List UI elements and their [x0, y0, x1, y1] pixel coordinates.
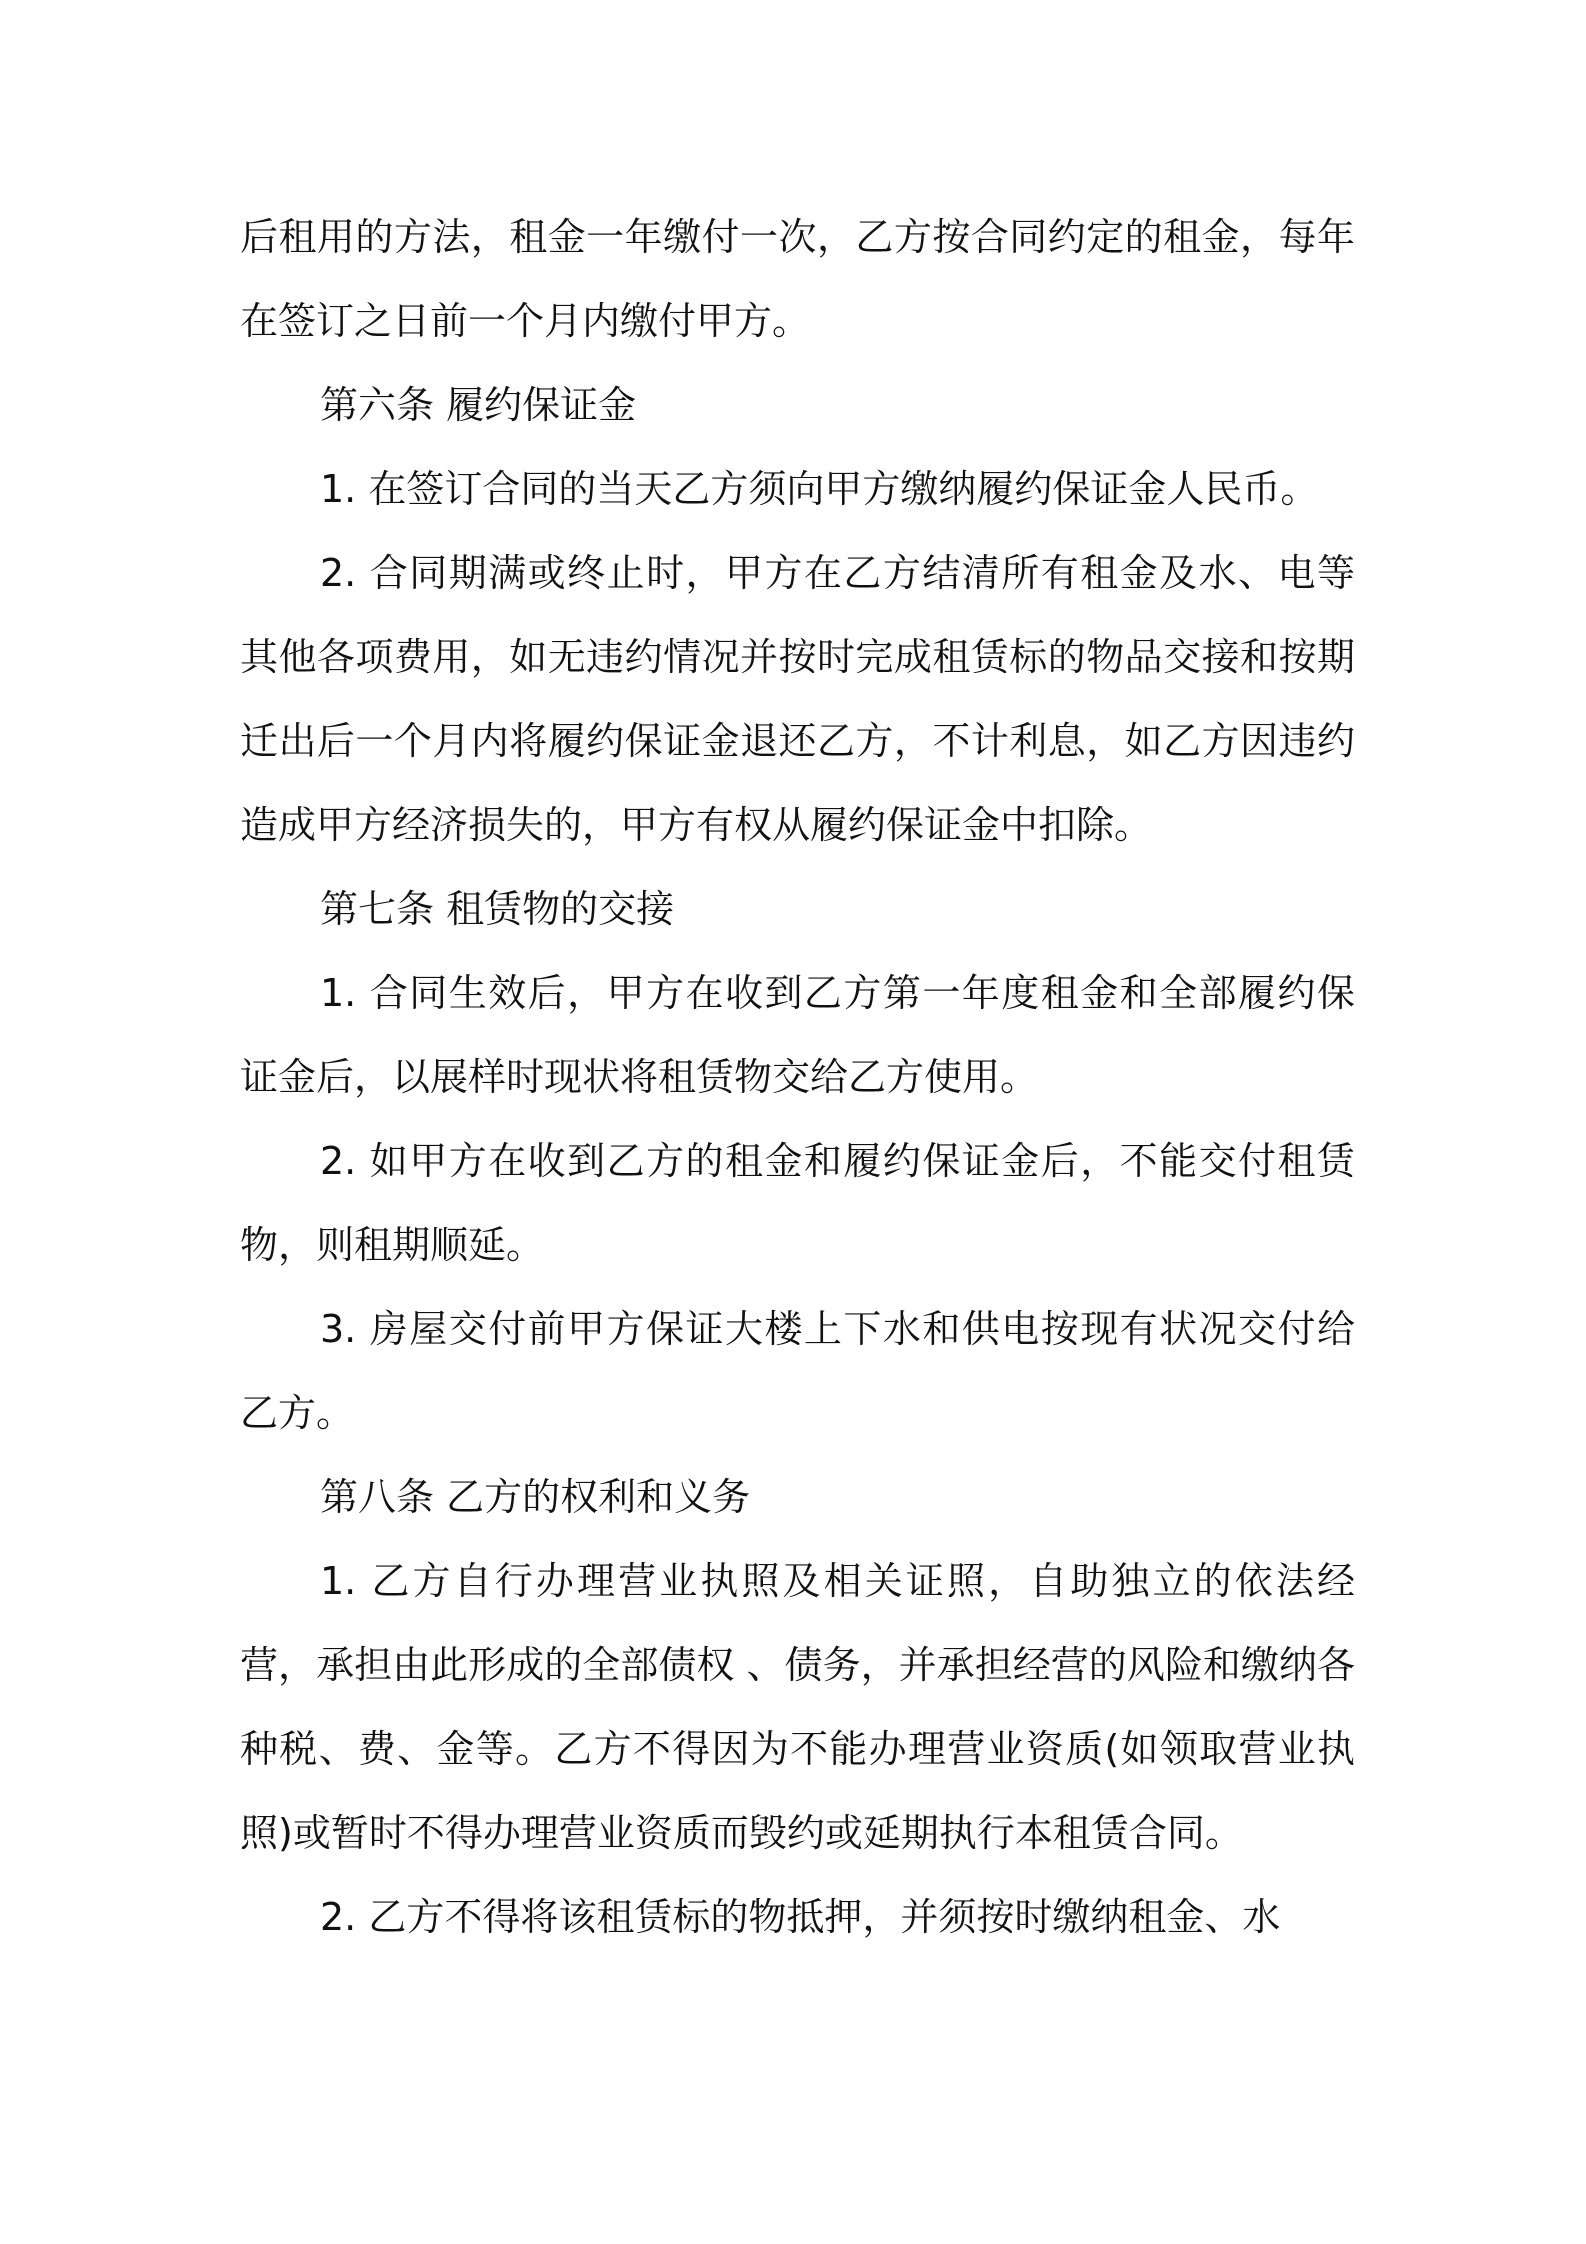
article-heading-7: 第七条 租赁物的交接 — [320, 887, 675, 931]
paragraph-continuation: 后租用的方法，租金一年缴付一次，乙方按合同约定的租金，每年在签订之日前一个月内缴付甲方。 — [240, 215, 1355, 343]
clause-6-2: 2. 合同期满或终止时，甲方在乙方结清所有租金及水、电等其他各项费用，如无违约情况并按时完成租赁标的物品交接和按期迁出后一个月内将履约保证金退还乙方，不计利息，如乙方因违约造成甲方经济损失的，甲方有权从履约保证金中扣除。 — [240, 551, 1355, 847]
clause-7-3: 3. 房屋交付前甲方保证大楼上下水和供电按现有状况交付给乙方。 — [240, 1307, 1355, 1435]
clause-8-2: 2. 乙方不得将该租赁标的物抵押，并须按时缴纳租金、水 — [320, 1895, 1281, 1939]
document-body — [240, 195, 1355, 1959]
clause-8-1: 1. 乙方自行办理营业执照及相关证照，自助独立的依法经营，承担由此形成的全部债权 、债务，并承担经营的风险和缴纳各种税、费、金等。乙方不得因为不能办理营业资质(如领取营业执照)或暂时不得办理营业资质而毁约或延期执行本租赁合同。 — [240, 1559, 1356, 1855]
clause-7-1: 1. 合同生效后，甲方在收到乙方第一年度租金和全部履约保证金后，以展样时现状将租赁物交给乙方使用。 — [240, 971, 1355, 1099]
article-heading-6: 第六条 履约保证金 — [320, 383, 637, 427]
clause-7-2: 2. 如甲方在收到乙方的租金和履约保证金后，不能交付租赁物，则租期顺延。 — [240, 1139, 1355, 1267]
article-heading-8: 第八条 乙方的权利和义务 — [320, 1475, 751, 1519]
clause-6-1: 1. 在签订合同的当天乙方须向甲方缴纳履约保证金人民币。 — [320, 467, 1319, 511]
